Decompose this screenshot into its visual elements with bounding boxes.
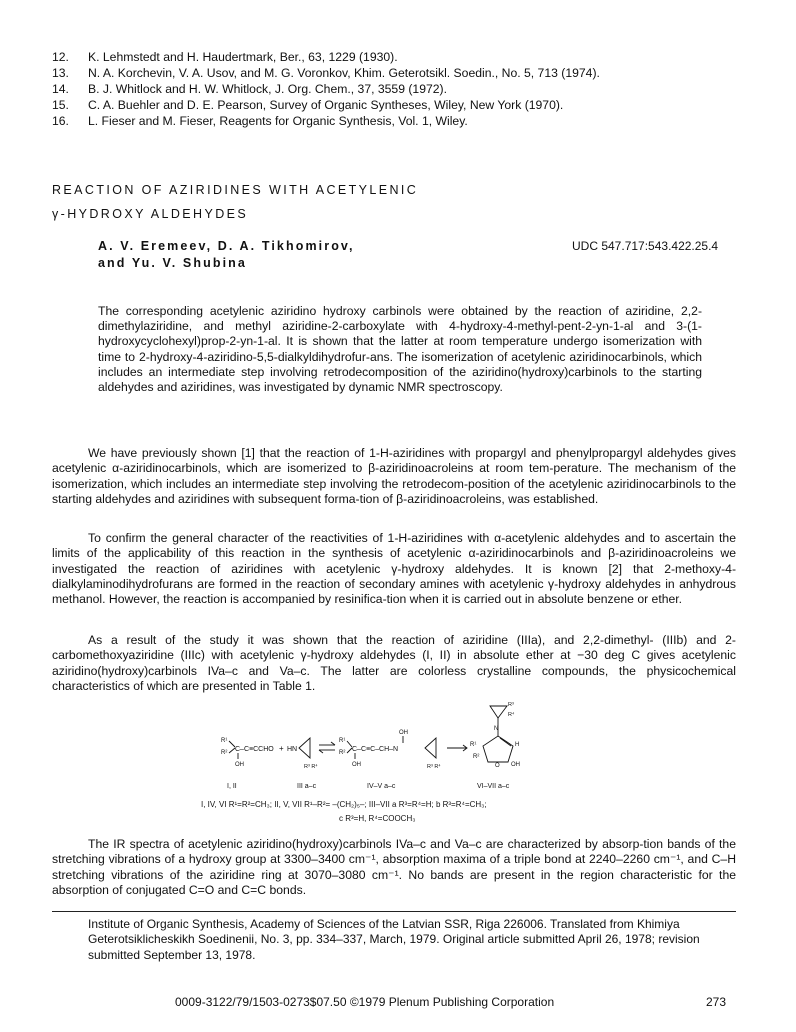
body-paragraph: As a result of the study it was shown that the reaction of aziridine (IIIa), and 2,2-dimethyl- (IIIb) and 2-carbomethoxyaziridine (IIIc) with acetylenic γ-hydroxy aldehydes (I, II) in absolute ether at −30 deg C gives acetylenic aziridino(hydroxy)carbinols IVa–c and Va–c. The latter are colorless crystalline compounds, the physicochemical characteristics of which are presented in Table 1.	[52, 633, 736, 693]
reference-number: 16.	[52, 114, 69, 128]
reference-item	[52, 114, 468, 129]
svg-text:N: N	[494, 726, 499, 732]
svg-text:R¹: R¹	[221, 738, 228, 744]
svg-text:R³: R³	[508, 702, 514, 708]
authors-line-1: A. V. Eremeev, D. A. Tikhomirov,	[98, 239, 355, 253]
authors-line-2: and Yu. V. Shubina	[98, 256, 247, 270]
svg-text:OH: OH	[511, 762, 520, 768]
body-paragraph: We have previously shown [1] that the reaction of 1-H-aziridines with propargyl and phenylpropargyl aldehydes gives acetylenic α-aziridinocarbinols, which are isomerized to β-aziridinoacroleins at room tem-perature. The mechanism of the isomerization, which includes an intermediate step involving the retrodecom-position of the acetylenic aziridinocarbinols to the starting aldehydes and aziridines with subsequent forma-tion of β-aziridinoacroleins, was established.	[52, 446, 736, 506]
scheme-legend-line-1: I, IV, VI R¹=R²=CH₃; II, V, VII R¹–R²= –(CH₂)₅–; III–VII a R³=R⁴=H; b R³=R⁴=CH₃;	[201, 800, 487, 809]
footnote: Institute of Organic Synthesis, Academy of Sciences of the Latvian SSR, Riga 226006. Translated from Khimiya Geterotsiklicheskikh Soedinenii, No. 3, pp. 334–337, March, 1979. Original article submitted April 26, 1978; revision submitted September 13, 1978.	[88, 917, 700, 962]
reference-number: 15.	[52, 98, 69, 112]
reference-number: 12.	[52, 50, 69, 64]
reaction-scheme-drawing	[215, 696, 575, 796]
article-title-line-2: γ-HYDROXY ALDEHYDES	[52, 207, 249, 221]
svg-text:R³ R⁴: R³ R⁴	[427, 764, 441, 770]
article-title-line-1: REACTION OF AZIRIDINES WITH ACETYLENIC	[52, 183, 419, 197]
svg-text:R⁴: R⁴	[508, 712, 515, 718]
reference-text: L. Fieser and M. Fieser, Reagents for Organic Synthesis, Vol. 1, Wiley.	[88, 114, 468, 128]
reference-item	[52, 82, 447, 97]
svg-text:C–C≡CCHO: C–C≡CCHO	[235, 746, 274, 753]
svg-text:OH: OH	[235, 762, 244, 768]
svg-text:R¹: R¹	[470, 742, 477, 748]
svg-text:R¹: R¹	[339, 738, 346, 744]
svg-text:C–C≡C–CH–N: C–C≡C–CH–N	[352, 746, 399, 753]
svg-text:R²: R²	[339, 750, 346, 756]
copyright-line: 0009-3122/79/1503-0273$07.50 ©1979 Plenum Publishing Corporation	[175, 995, 555, 1009]
reference-item	[52, 66, 600, 81]
reference-number: 13.	[52, 66, 69, 80]
svg-text:O: O	[495, 763, 500, 769]
reference-number: 14.	[52, 82, 69, 96]
svg-text:H: H	[515, 742, 520, 748]
body-paragraph: The IR spectra of acetylenic aziridino(hydroxy)carbinols IVa–c and Va–c are characterized by absorp-tion bands of the stretching vibrations of a hydroxy group at 3300–3400 cm⁻¹, absorption maxima of a triple bond at 2240–2260 cm⁻¹, and C–H stretching vibrations of the aziridine ring at 3070–3080 cm⁻¹. No bands are present in the region characteristic for the absorption of conjugated C=O and C=C bonds.	[52, 837, 736, 897]
svg-text:R³ R⁴: R³ R⁴	[304, 764, 318, 770]
reference-item	[52, 98, 563, 113]
body-paragraph: To confirm the general character of the reactivities of 1-H-aziridines with α-acetylenic aldehydes and to ascertain the limits of the applicability of this reaction in the synthesis of acetylenic α-aziridinocarbinols and β-aziridinoacroleins we investigated the reaction of aziridines with acetylenic γ-hydroxy aldehydes. It is known [2] that 2-methoxy-4-dialkylaminodihydrofurans are formed in the reaction of secondary amines with acetylenic γ-hydroxy aldehydes in anhydrous methanol. However, the reaction is accompanied by resinifica-tion when it is carried out in absolute benzene or ether.	[52, 531, 736, 607]
svg-text:HN: HN	[287, 746, 298, 753]
scheme-legend-line-2: c R³=H, R⁴=COOCH₃	[339, 814, 416, 823]
svg-text:+: +	[279, 744, 284, 753]
compound-label: I, II	[227, 783, 237, 790]
reaction-scheme	[201, 696, 575, 826]
footnote-divider	[52, 911, 736, 912]
compound-label: VI–VII a–c	[477, 783, 510, 790]
reference-text: N. A. Korchevin, V. A. Usov, and M. G. Voronkov, Khim. Geterotsikl. Soedin., No. 5, 713 (1974).	[88, 66, 600, 80]
reference-text: B. J. Whitlock and H. W. Whitlock, J. Org. Chem., 37, 3559 (1972).	[88, 82, 447, 96]
reference-item	[52, 50, 398, 65]
page-number: 273	[706, 995, 727, 1009]
svg-text:R²: R²	[221, 750, 228, 756]
svg-text:OH: OH	[399, 730, 408, 736]
compound-label: III a–c	[297, 783, 317, 790]
compound-label: IV–V a–c	[367, 783, 396, 790]
abstract: The corresponding acetylenic aziridino hydroxy carbinols were obtained by the reaction of aziridine, 2,2-dimethylaziridine, and methyl aziridine-2-carboxylate with 4-hydroxy-4-methyl-pent-2-yn-1-al and 3-(1-hydroxycyclohexyl)prop-2-yn-1-al. It is shown that the latter at room temperature undergo isomerization with time to 2-hydroxy-4-aziridino-5,5-dialkyldihydrofur-ans. The isomerization of acetylenic aziridinocarbinols, which includes an intermediate step involving retrodecomposition of the aziridino(hydroxy)carbinols to the starting aldehydes and aziridines, was investigated by dynamic NMR spectroscopy.	[98, 304, 702, 395]
reference-text: C. A. Buehler and D. E. Pearson, Survey of Organic Syntheses, Wiley, New York (1970).	[88, 98, 564, 112]
udc-code: UDC 547.717:543.422.25.4	[572, 239, 719, 253]
svg-text:OH: OH	[352, 762, 361, 768]
reference-text: K. Lehmstedt and H. Haudertmark, Ber., 63, 1229 (1930).	[88, 50, 398, 64]
svg-text:R²: R²	[473, 754, 480, 760]
